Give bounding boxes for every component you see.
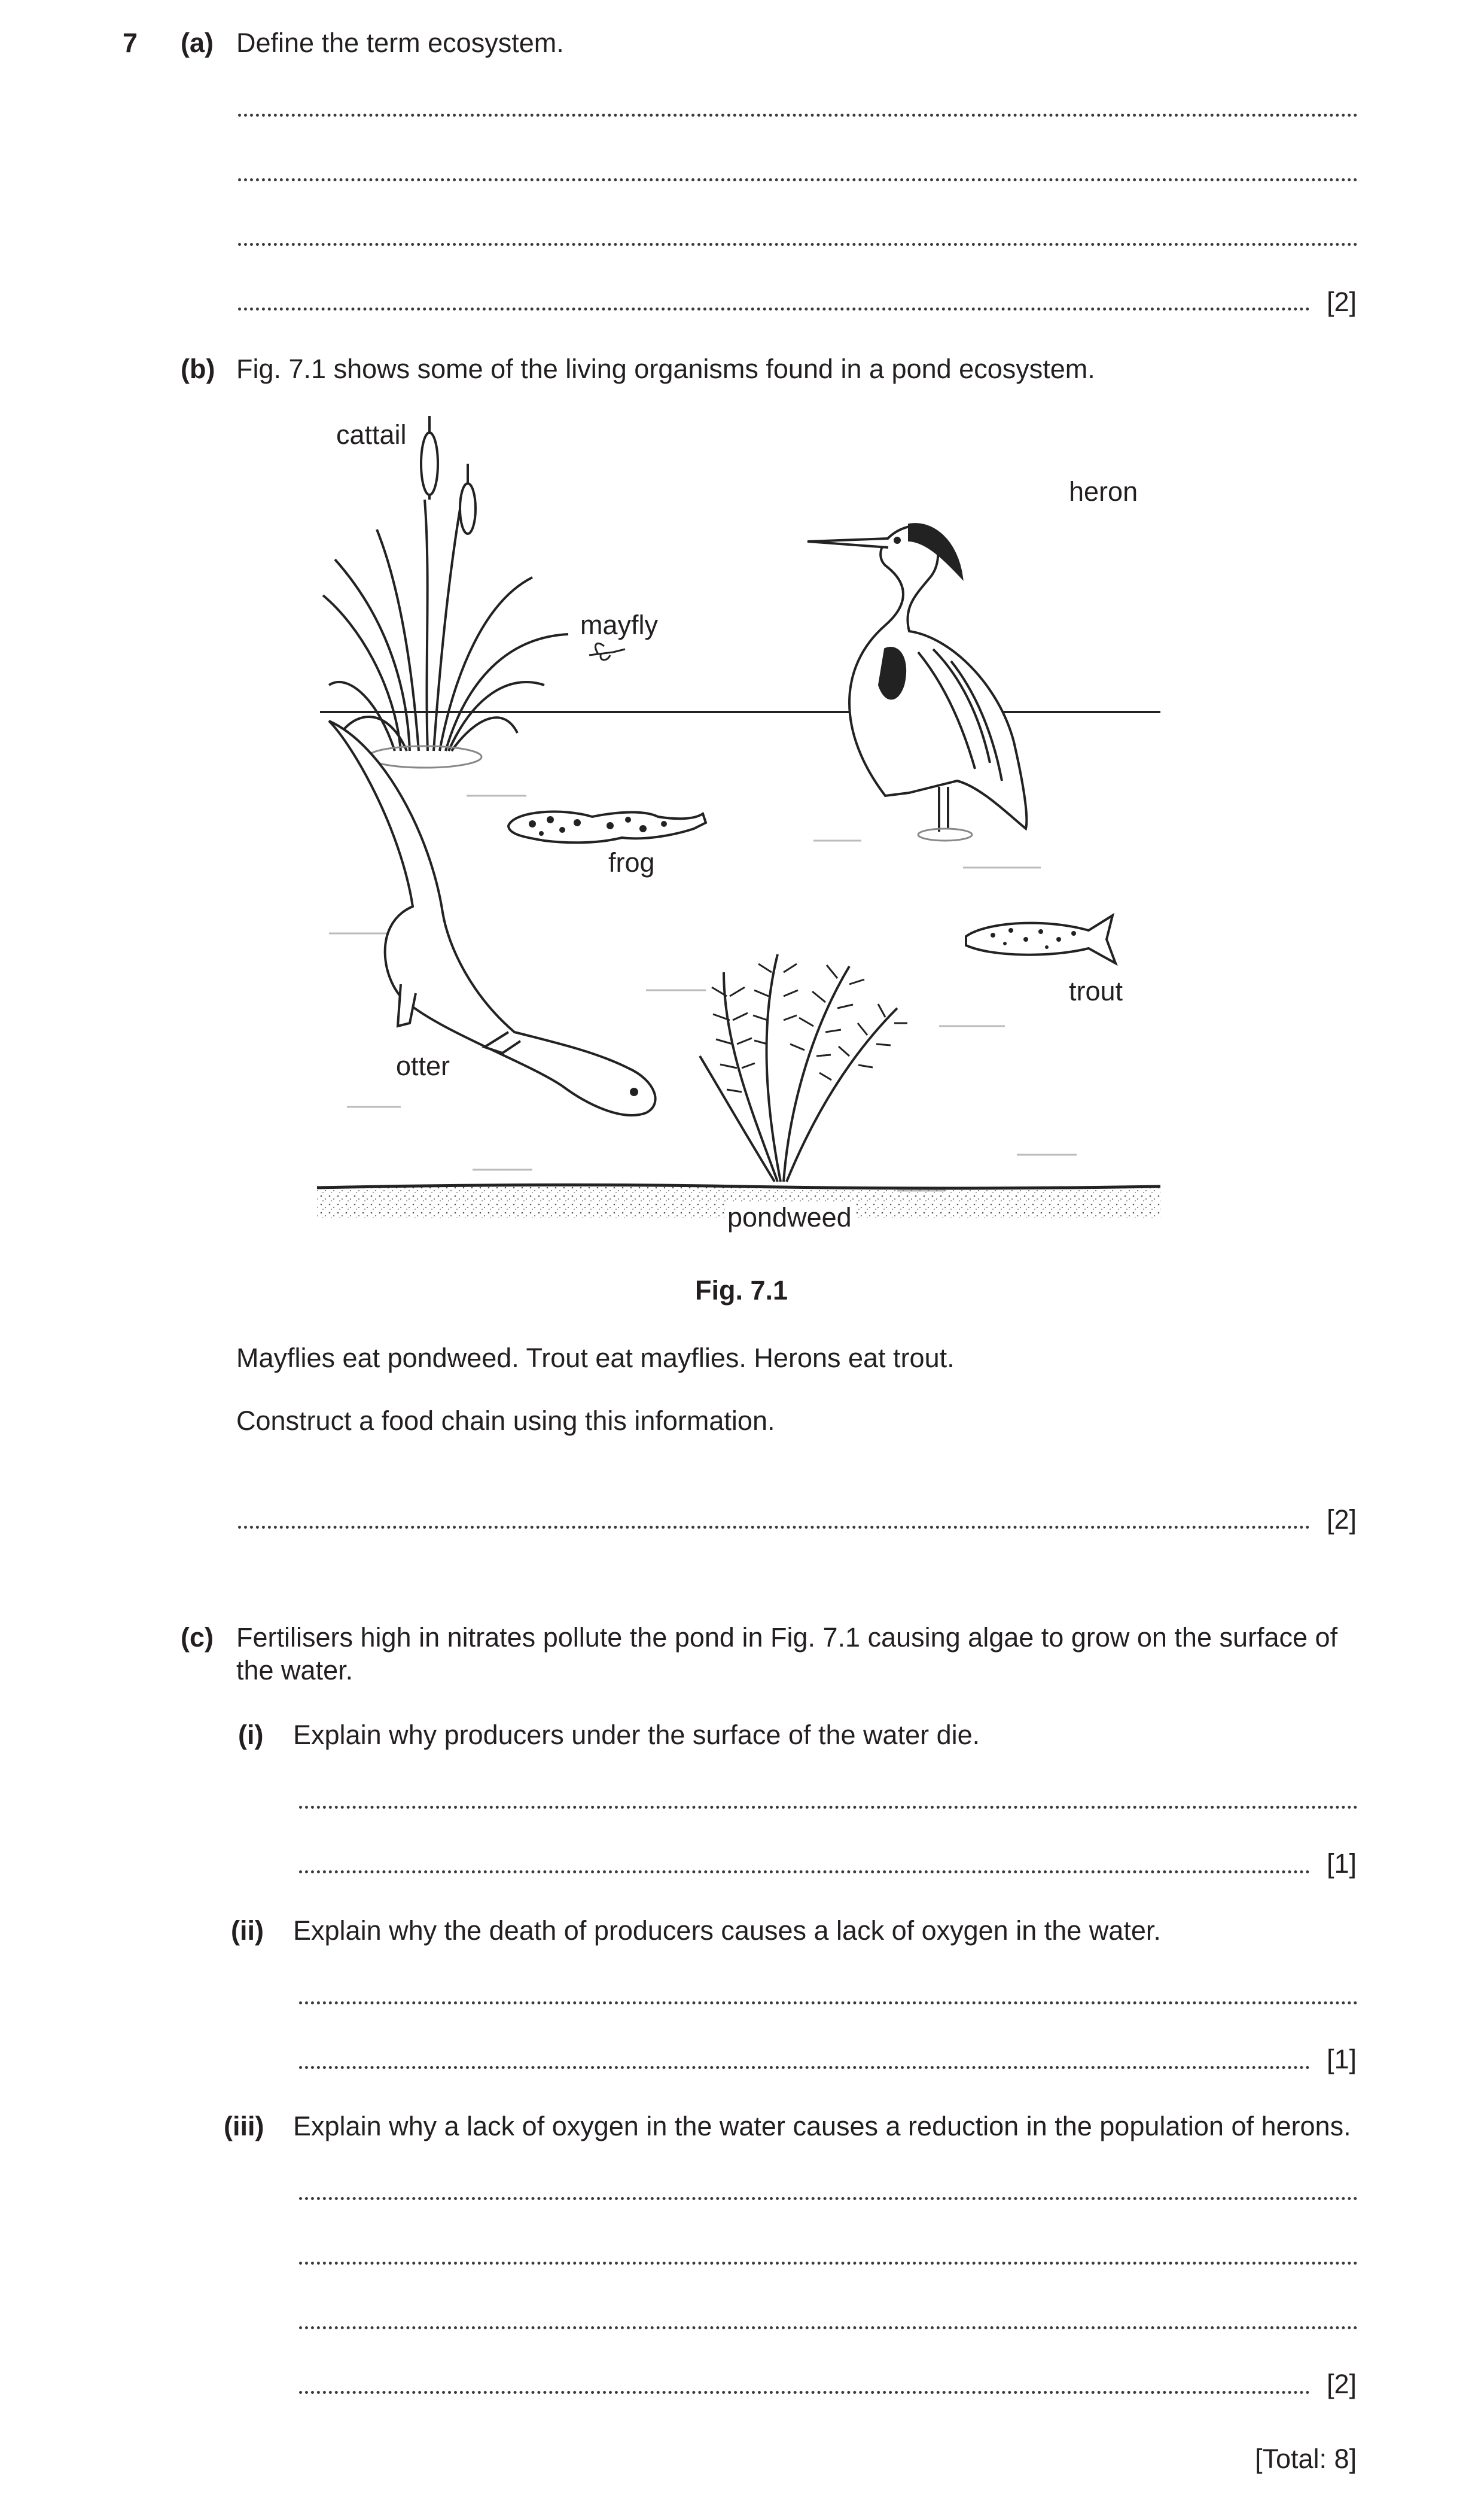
answer-line[interactable]: [299, 2262, 1358, 2265]
part-a-label: (a): [181, 28, 214, 58]
sub-iii-text: Explain why a lack of oxygen in the water causes a reduction in the population of herons.: [293, 2111, 1351, 2141]
trout-label: trout: [1069, 976, 1123, 1006]
cattail-label: cattail: [336, 419, 407, 450]
answer-line[interactable]: [299, 1806, 1358, 1809]
food-chain-task: Construct a food chain using this information.: [236, 1405, 775, 1436]
part-c-label: (c): [181, 1622, 214, 1653]
answer-line[interactable]: [299, 2326, 1358, 2329]
answer-line[interactable]: [238, 243, 1358, 246]
figure-caption: Fig. 7.1: [695, 1275, 788, 1306]
mayfly-label: mayfly: [580, 610, 659, 640]
marks-label: [1]: [1327, 2044, 1357, 2074]
answer-line[interactable]: [299, 2391, 1310, 2394]
answer-line[interactable]: [299, 2001, 1358, 2004]
otter-label: otter: [396, 1051, 450, 1081]
answer-line[interactable]: [299, 2197, 1358, 2200]
heron-label: heron: [1069, 476, 1138, 507]
part-c-text-line2: the water.: [236, 1655, 354, 1685]
marks-label: [2]: [1327, 1504, 1357, 1535]
pond-illustration: [311, 398, 1160, 1242]
answer-line[interactable]: [238, 178, 1358, 181]
sub-i-label: (i): [238, 1720, 264, 1750]
marks-label: [2]: [1327, 287, 1357, 317]
frog: [508, 812, 706, 843]
otter: [329, 721, 656, 1115]
cattail-heads: [421, 416, 476, 534]
part-c-text-line1: Fertilisers high in nitrates pollute the pond in Fig. 7.1 causing algae to grow on the surface of: [236, 1622, 1338, 1653]
food-info-text: Mayflies eat pondweed. Trout eat mayflies. Herons eat trout.: [236, 1343, 955, 1373]
answer-line[interactable]: [238, 1526, 1310, 1529]
total-marks: [Total: 8]: [1255, 2444, 1357, 2474]
heron: [807, 524, 1026, 832]
pondweed-label: pondweed: [725, 1201, 854, 1234]
marks-label: [1]: [1327, 1848, 1357, 1879]
sub-i-text: Explain why producers under the surface of the water die.: [293, 1720, 980, 1750]
answer-line[interactable]: [238, 308, 1310, 311]
part-b-intro: Fig. 7.1 shows some of the living organisms found in a pond ecosystem.: [236, 354, 1095, 384]
answer-line[interactable]: [299, 1870, 1310, 1873]
answer-line[interactable]: [299, 2066, 1310, 2069]
trout: [966, 915, 1116, 963]
frog-label: frog: [608, 847, 655, 878]
part-b-label: (b): [181, 354, 215, 384]
marks-label: [2]: [1327, 2369, 1357, 2399]
answer-line[interactable]: [238, 114, 1358, 117]
part-a-text: Define the term ecosystem.: [236, 28, 564, 58]
question-number: 7: [123, 28, 138, 58]
sub-ii-label: (ii): [231, 1915, 264, 1946]
sub-iii-label: (iii): [224, 2111, 264, 2141]
mayfly: [589, 643, 625, 660]
pondweed: [700, 954, 897, 1182]
sub-ii-text: Explain why the death of producers causes a lack of oxygen in the water.: [293, 1915, 1161, 1946]
pond-ecosystem-figure: [311, 398, 1160, 1242]
